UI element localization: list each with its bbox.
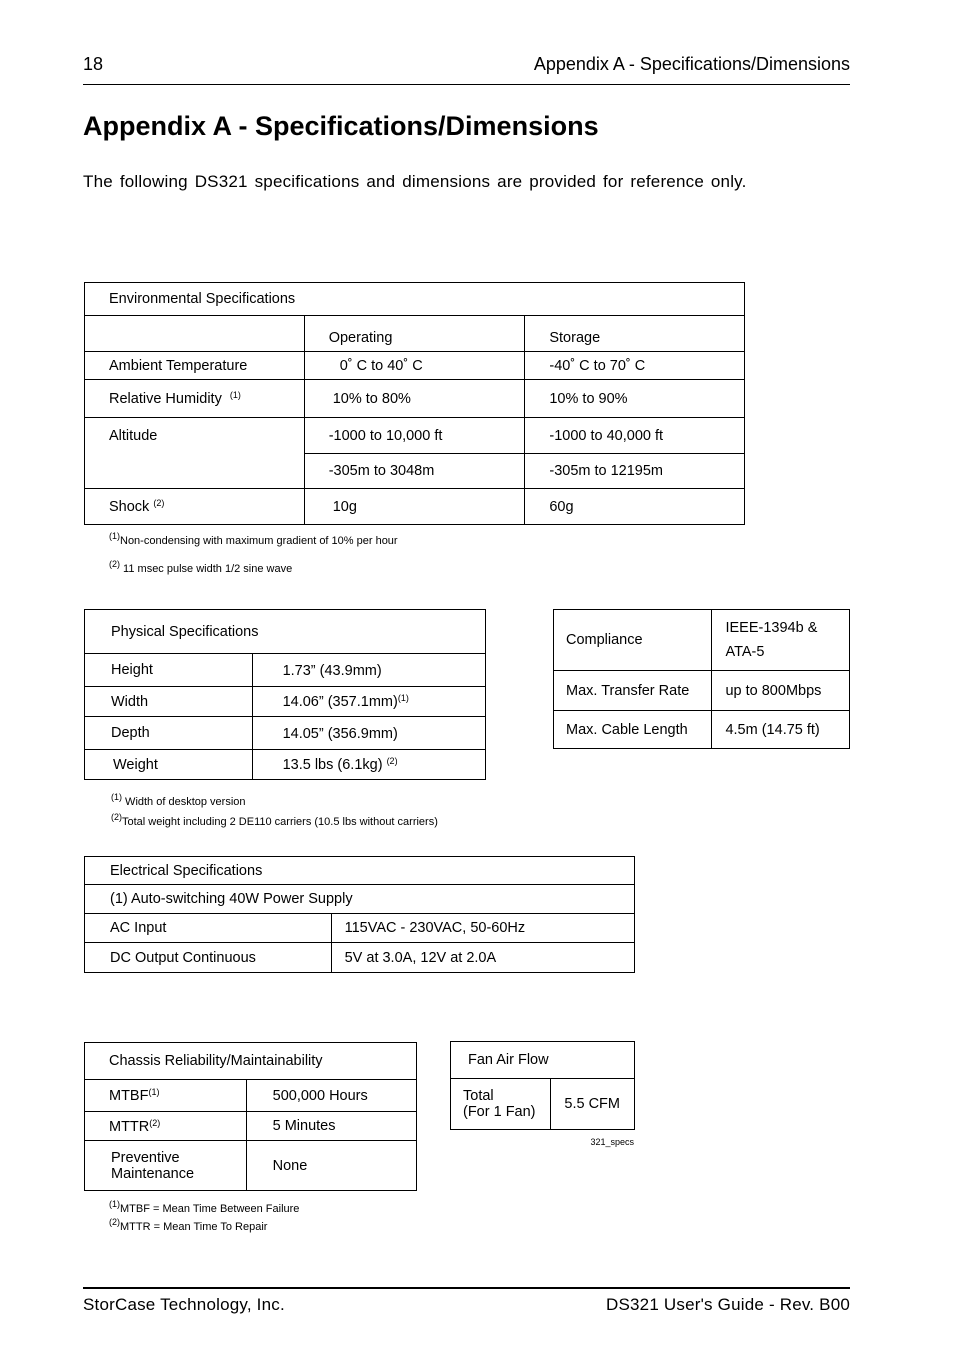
env-row-storage: -305m to 12195m	[525, 454, 745, 489]
compliance-label: Compliance	[554, 610, 712, 671]
physical-table	[84, 609, 486, 780]
footnote-mark: (2)	[109, 559, 120, 569]
env-col-operating: Operating	[304, 316, 525, 352]
mtbf-sup: (1)	[148, 1087, 160, 1097]
phys-row-label: Width	[85, 687, 253, 717]
mttr-label-cell	[85, 1112, 247, 1141]
phys-row-value: 13.5 lbs (6.1kg)	[282, 757, 383, 773]
transfer-rate-value: up to 800Mbps	[712, 671, 850, 711]
env-row-label: Altitude	[85, 418, 305, 489]
electrical-subtitle: (1) Auto-switching 40W Power Supply	[85, 885, 635, 914]
env-row-operating: -305m to 3048m	[304, 454, 525, 489]
phys-row-value-cell	[252, 687, 485, 717]
mttr-sup: (2)	[149, 1117, 161, 1128]
compliance-value-cell	[712, 610, 850, 671]
phys-row-value: 14.06” (357.1mm)	[282, 694, 398, 710]
running-title: Appendix A - Specifications/Dimensions	[533, 54, 850, 74]
page-title: Appendix A - Specifications/Dimensions	[83, 111, 599, 141]
phys-footnote	[111, 812, 438, 828]
env-row-sup: (1)	[229, 390, 241, 400]
env-row-label: Ambient Temperature	[85, 352, 305, 380]
phys-row-value: 1.73” (43.9mm)	[282, 662, 382, 679]
mtbf-value: 500,000 Hours	[246, 1080, 416, 1112]
compliance-value-line: ATA-5	[725, 644, 765, 660]
phys-row-sup: (2)	[386, 756, 398, 766]
mttr-value: 5 Minutes	[246, 1112, 416, 1141]
env-row-sup: (2)	[153, 498, 165, 508]
footer-company: StorCase Technology, Inc.	[83, 1295, 285, 1314]
phys-row-sup: (1)	[397, 693, 409, 703]
env-row-label-cell	[85, 380, 305, 418]
environmental-table	[84, 282, 745, 525]
env-header-empty	[85, 316, 305, 352]
env-footnote	[109, 559, 292, 575]
env-row-operating: 0˚ C to 40˚ C	[304, 352, 525, 380]
cable-length-value: 4.5m (14.75 ft)	[712, 711, 850, 749]
env-row-label-cell	[85, 489, 305, 525]
footnote-mark: (2)	[111, 812, 122, 822]
env-row-label: Shock	[109, 499, 150, 515]
maintenance-value: None	[246, 1141, 416, 1191]
chassis-table	[84, 1042, 417, 1191]
footnote-text: MTTR = Mean Time To Repair	[120, 1221, 268, 1233]
fan-label-line: (For 1 Fan)	[463, 1104, 536, 1120]
chassis-footnote	[109, 1199, 299, 1215]
maintenance-label-line: Maintenance	[111, 1165, 195, 1182]
env-row-storage: 10% to 90%	[525, 380, 745, 418]
transfer-rate-label: Max. Transfer Rate	[554, 671, 712, 711]
footnote-text: 11 msec pulse width 1/2 sine wave	[120, 563, 293, 575]
chassis-footnote	[109, 1217, 267, 1233]
mtbf-label: MTBF	[109, 1088, 149, 1104]
footnote-text: Total weight including 2 DE110 carriers (10.5 lbs without carriers)	[122, 816, 438, 828]
intro-text: The following DS321 specifications and dimensions are provided for reference only.	[83, 172, 747, 191]
fan-label-cell	[451, 1079, 551, 1130]
env-col-storage: Storage	[525, 316, 745, 352]
env-footnote	[109, 531, 398, 547]
phys-row-value: 14.05” (356.9mm)	[282, 725, 398, 742]
electrical-table	[84, 856, 635, 973]
footnote-mark: (1)	[109, 531, 120, 541]
env-row-storage: 60g	[525, 489, 745, 525]
ac-input-value: 115VAC - 230VAC, 50-60Hz	[331, 914, 634, 943]
phys-row-label: Height	[85, 654, 253, 687]
phys-row-value-cell	[252, 750, 485, 780]
env-row-operating: -1000 to 10,000 ft	[304, 418, 525, 454]
phys-row-value-cell	[252, 654, 485, 687]
footnote-text: Width of desktop version	[122, 796, 246, 808]
footer-guide: DS321 User's Guide - Rev. B00	[606, 1295, 850, 1314]
compliance-table	[553, 609, 850, 749]
page-number: 18	[83, 54, 104, 74]
env-row-operating: 10g	[304, 489, 525, 525]
fan-table	[450, 1041, 635, 1130]
footnote-mark: (2)	[109, 1217, 120, 1227]
env-row-storage: -40˚ C to 70˚ C	[525, 352, 745, 380]
footnote-text: MTBF = Mean Time Between Failure	[120, 1203, 300, 1215]
environmental-title: Environmental Specifications	[85, 283, 745, 316]
footnote-mark: (1)	[109, 1199, 120, 1209]
dc-output-value: 5V at 3.0A, 12V at 2.0A	[331, 943, 634, 973]
footnote-text: Non-condensing with maximum gradient of 10% per hour	[120, 535, 398, 547]
compliance-value-line: IEEE-1394b &	[725, 620, 818, 636]
fan-title: Fan Air Flow	[451, 1042, 635, 1079]
dc-output-label: DC Output Continuous	[85, 943, 332, 973]
env-row-label: Relative Humidity	[109, 391, 222, 407]
header-rule	[83, 84, 850, 85]
phys-row-value-cell	[252, 717, 485, 750]
maintenance-label-line: Preventive	[111, 1149, 180, 1166]
phys-row-label: Weight	[85, 750, 253, 780]
footer-rule	[83, 1287, 850, 1289]
physical-title: Physical Specifications	[85, 610, 486, 654]
phys-row-label: Depth	[85, 717, 253, 750]
env-row-operating: 10% to 80%	[304, 380, 525, 418]
footnote-mark: (1)	[111, 792, 122, 802]
ac-input-label: AC Input	[85, 914, 332, 943]
mtbf-label-cell	[85, 1080, 247, 1112]
fan-label-line: Total	[463, 1088, 494, 1104]
phys-footnote	[111, 792, 246, 808]
electrical-title: Electrical Specifications	[85, 857, 635, 885]
mttr-label: MTTR	[109, 1118, 150, 1135]
maintenance-label-cell	[85, 1141, 247, 1191]
env-row-storage: -1000 to 40,000 ft	[525, 418, 745, 454]
cable-length-label: Max. Cable Length	[554, 711, 712, 749]
chassis-title: Chassis Reliability/Maintainability	[85, 1043, 417, 1080]
fan-value: 5.5 CFM	[551, 1079, 635, 1130]
figure-caption: 321_specs	[590, 1137, 634, 1147]
